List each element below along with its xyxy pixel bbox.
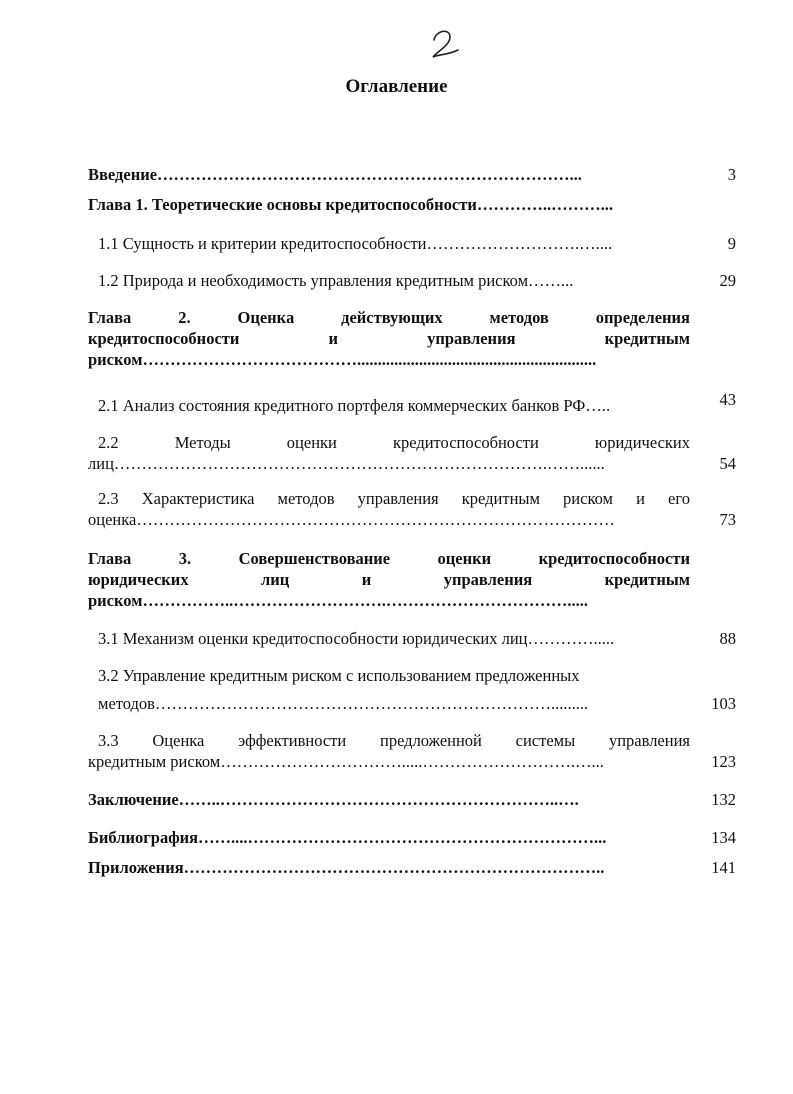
toc-title: Оглавление [345, 76, 448, 97]
toc-entry-conclusion[interactable]: Заключение……..……………………………………………………..…. 132 [88, 790, 736, 809]
toc-entry-3-1[interactable]: 3.1 Механизм оценки кредитоспособности юридических лиц…………..... 88 [98, 629, 736, 648]
toc-entry-2-1[interactable]: 2.1 Анализ состояния кредитного портфеля коммерческих банков РФ….. 43 [98, 390, 736, 415]
toc-entry-introduction[interactable]: Введение…………………………………………………………………... 3 [88, 165, 736, 184]
toc-entry-chapter-2[interactable]: Глава 2. Оценка действующих методов определения кредитоспособности и управления кредитным риском………………………………….......................................................... [88, 308, 690, 369]
toc-entry-3-3[interactable]: 3.3 Оценка эффективности предложенной системы управления кредитным риском…………………………….....……………………….…... 123 [88, 731, 736, 771]
table-of-contents [88, 164, 736, 878]
toc-entry-3-2[interactable]: 3.2 Управление кредитным риском с использованием предложенных методов………………………………………………………………......... 103 [98, 666, 736, 713]
toc-entry-1-1[interactable]: 1.1 Сущность и критерии кредитоспособности……………………….….... 9 [98, 234, 736, 253]
toc-entry-2-2[interactable]: 2.2 Методы оценки кредитоспособности юридических лиц…………………………………………………………………….……...... 54 [88, 433, 736, 473]
toc-entry-appendices[interactable]: Приложения………………………………………………………………….. 141 [88, 858, 736, 877]
toc-entry-bibliography[interactable]: Библиография……....………………………………………………………... 134 [88, 828, 736, 847]
toc-entry-chapter-3[interactable]: Глава 3. Совершенствование оценки кредитоспособности юридических лиц и управления кредитным риском……………..……………………….……………………………..... [88, 549, 690, 610]
handwritten-page-number [428, 24, 468, 64]
toc-entry-2-3[interactable]: 2.3 Характеристика методов управления кредитным риском и его оценка…………………………………………………………………………… 73 [88, 489, 736, 529]
toc-entry-chapter-1[interactable]: Глава 1. Теоретические основы кредитоспособности…………..………... [88, 195, 613, 214]
toc-entry-1-2[interactable]: 1.2 Природа и необходимость управления кредитным риском……... 29 [98, 271, 736, 290]
